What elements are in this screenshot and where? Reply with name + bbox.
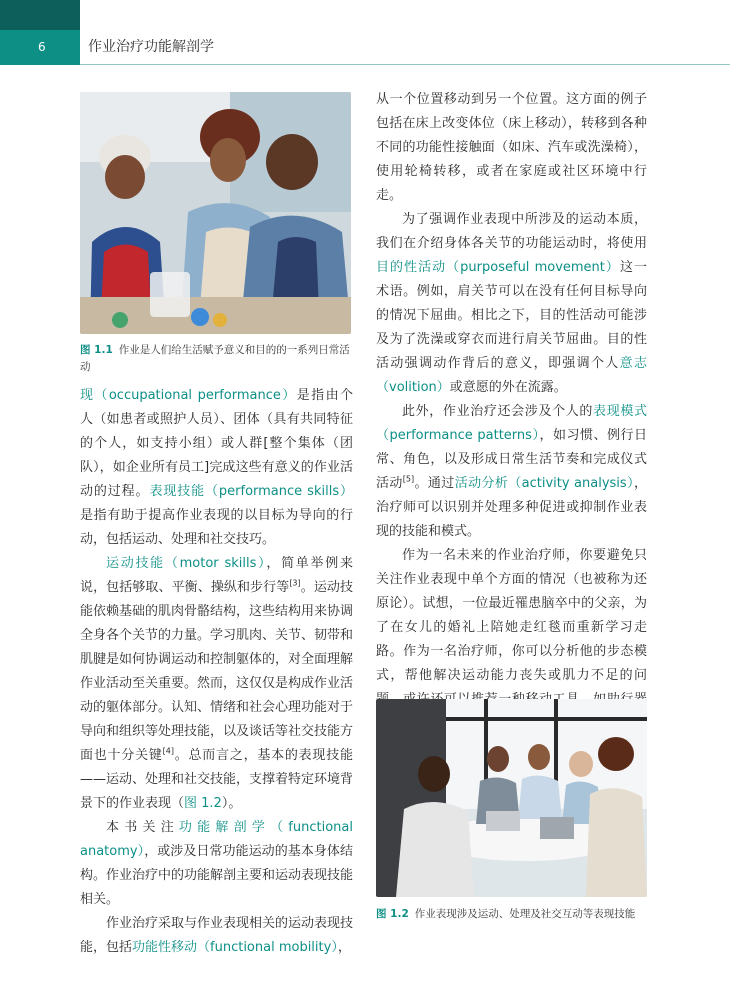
left-paragraph-2 (80, 552, 353, 816)
left-paragraph-4 (80, 912, 353, 960)
text-run: 从一个位置移动到另一个位置。这方面的例子包括在床上改变体位（床上移动），转移到各种不同的功能性接触面（如床、汽车或洗澡椅），使用轮椅转移，或者在家庭或社区环境中行走。 (376, 92, 647, 203)
painting-group-illustration (80, 92, 351, 334)
text-run: 是指有助于提高作业表现的以目标为导向的行动，包括运动、处理和社交技巧。 (80, 508, 353, 547)
citation-4: [4] (162, 746, 174, 756)
header-tab-block (0, 0, 80, 30)
term-functional-mobility: 功能性移动（functional mobility） (132, 940, 338, 955)
figure-1-2-label: 图 1.2 (376, 908, 409, 920)
term-purposeful-movement: 目的性活动（purposeful movement） (376, 260, 620, 275)
left-paragraph-1 (80, 384, 353, 552)
left-paragraph-3 (80, 816, 353, 912)
text-run: 作为一名未来的作业治疗师，你要避免只关注作业表现中单个方面的情况（也被称为还原论）。试想，一位最近罹患脑卒中的父亲，为了在女儿的婚礼上陪她走红毯而重新学习走路。作为一名治疗师，你可以分析他的步态模式，帮他解决运动能力丧失或肌力不足的问 (376, 548, 647, 683)
page-number-tab (0, 30, 80, 65)
term-volition: 意志（volition） (376, 356, 647, 395)
figure-1-1-caption-text: 作业是人们给生活赋予意义和目的的一系列日常活动 (80, 344, 350, 373)
term-activity-analysis: 活动分析（activity analysis） (454, 476, 634, 491)
running-title: 作业治疗功能解剖学 (88, 39, 214, 55)
text-run: 这一术语。例如，肩关节可以在没有任何目标导向的情况下屈曲。相比之下，目的性活动可能涉及为了洗澡或穿衣而进行肩关节屈曲。目的性活动强调动作背后的意义，即强调个人 (376, 260, 647, 371)
citation-3: [3] (289, 578, 301, 588)
text-run: 。总而言之，基本的表现技能——运动、处理和社交技能，支撑着特定环境背景下的作业表现（ (80, 748, 354, 811)
text-run: 作业治疗采取与作业表现相关的运动表现技能，包括 (80, 916, 354, 955)
figure-reference-1-2[interactable]: 图 1.2 (184, 796, 222, 811)
text-run: 或意愿的外在流露。 (449, 380, 567, 395)
term-performance-patterns: 表现模式（performance patterns） (376, 404, 647, 443)
text-run: ）。 (221, 796, 242, 811)
page-number: 6 (38, 40, 46, 54)
figure-1-1-caption (80, 342, 355, 376)
right-paragraph-1 (376, 88, 647, 208)
left-column (80, 384, 353, 960)
term-performance-skills: 表现技能（performance skills） (149, 484, 353, 499)
figure-1-1-label: 图 1.1 (80, 344, 113, 356)
text-run: ，治疗师可以识别并处理多种促进或抑制作业表现的技能和模式。 (376, 476, 647, 539)
text-run: ，简单举例来说，包括够取、平衡、操纵和步行等 (80, 556, 353, 595)
figure-1-2-photo (376, 699, 647, 897)
text-run: 为了强调作业表现中所涉及的运动本质，我们在介绍身体各关节的功能运动时，将使用 (376, 212, 647, 251)
text-run: 本书关注 (106, 820, 179, 835)
term-occupational-performance: 现（occupational performance） (80, 388, 297, 403)
term-motor-skills: 运动技能（motor skills） (106, 556, 267, 571)
figure-1-2-caption-text: 作业表现涉及运动、处理及社交互动等表现技能 (414, 908, 636, 920)
right-paragraph-3 (376, 400, 647, 544)
text-run: 。通过 (414, 476, 455, 491)
text-run: ，或涉及日常功能运动的基本身体结构。作业治疗中的功能解剖主要和运动表现技能相关。 (80, 844, 354, 907)
figure-1-1-photo (80, 92, 351, 334)
text-run: ， (337, 940, 351, 955)
right-column (376, 88, 647, 736)
figure-1-2-caption (376, 906, 656, 923)
text-run: 。运动技能依赖基础的肌肉骨骼结构，这些结构用来协调全身各个关节的力量。学习肌肉、关节、韧带和肌腱是如何协调运动和控制躯体的，对全面理解作业活动至关重要。然而，这仅仅是构成作业活动的躯体部分。认知、情绪和社会心理功能对于导向和组织等处理技能，以及谈话等社交技能方面也十分关键 (80, 580, 354, 763)
meeting-group-illustration (376, 699, 647, 897)
text-run: 此外，作业治疗还会涉及个人的 (402, 404, 594, 419)
term-functional-anatomy: 功能解剖学（functional anatomy） (80, 820, 353, 859)
header-rule (80, 64, 730, 65)
citation-5: [5] (402, 474, 415, 484)
text-run: ，如习惯、例行日常、角色，以及形成日常生活节奏和完成仪式活动 (376, 428, 647, 491)
right-paragraph-2 (376, 208, 647, 400)
text-run: 是指由个人（如患者或照护人员）、团体（具有共同特征的个人，如支持小组）或人群[整个集体（团队），如企业所有员工]完成这些有意义的作业活动的过程。 (80, 388, 353, 499)
